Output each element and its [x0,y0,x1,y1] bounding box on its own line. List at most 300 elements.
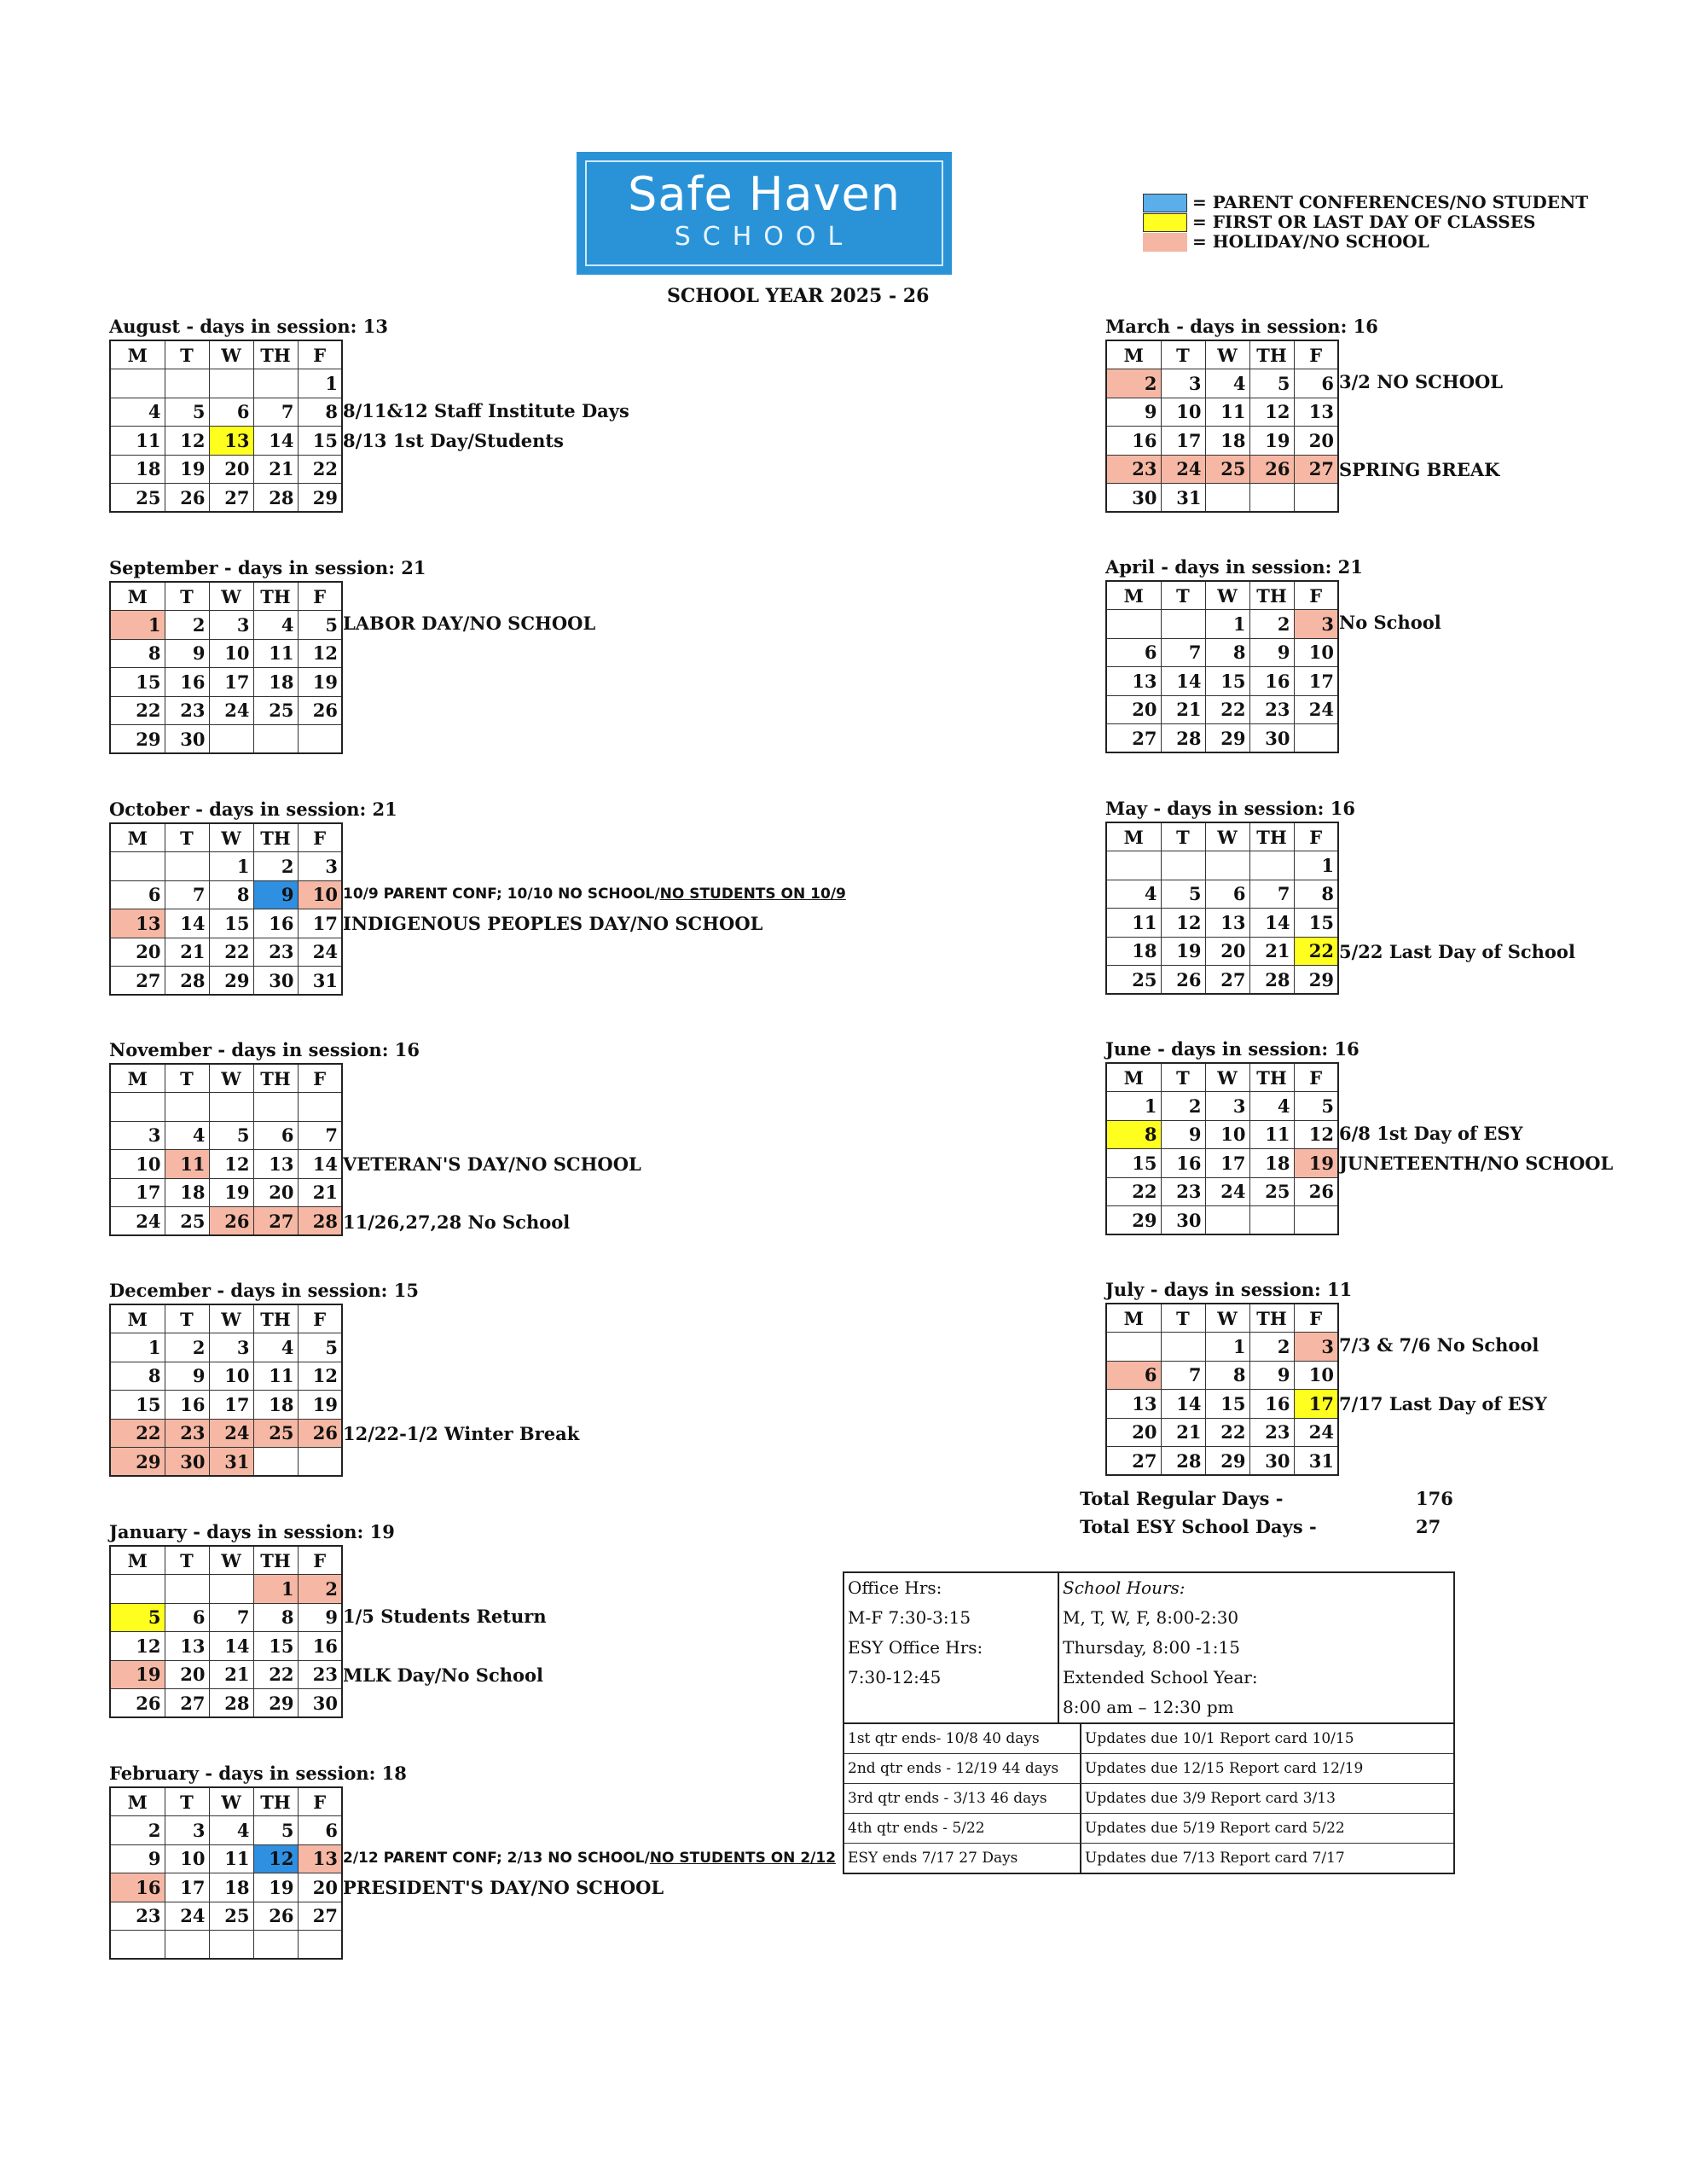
day-cell: 16 [110,1873,165,1902]
week-row [1106,966,1338,995]
week-row [110,1689,342,1718]
day-note-text: MLK Day/No School [343,1664,543,1686]
day-cell: 4 [1205,369,1249,398]
day-cell [253,1931,298,1960]
day-cell: 2 [165,1333,209,1362]
day-cell: 9 [1106,398,1161,427]
total-regular-value: 176 [1416,1488,1453,1509]
day-cell: 16 [165,1391,209,1420]
day-cell: 10 [209,639,253,668]
week-row [110,611,342,640]
day-cell [253,1093,298,1122]
week-row [110,1093,342,1122]
calendar-grid [109,822,343,996]
day-cell: 13 [165,1632,209,1661]
weekday-header: T [1161,822,1205,851]
day-cell: 12 [298,639,342,668]
day-cell: 4 [209,1816,253,1845]
day-note-text: SPRING BREAK [1339,458,1500,480]
week-row [110,1448,342,1477]
day-cell: 17 [165,1873,209,1902]
day-cell: 2 [165,611,209,640]
day-cell: 22 [298,455,342,484]
weekday-header: TH [253,340,298,369]
week-row [1106,484,1338,513]
week-row [110,1391,342,1420]
day-cell: 26 [1294,1177,1338,1206]
day-cell: 20 [1294,427,1338,456]
week-row [110,909,342,938]
day-cell: 17 [110,1178,165,1207]
day-cell: 29 [1205,1447,1249,1476]
week-row [110,1178,342,1207]
day-cell: 30 [1106,484,1161,513]
day-cell [209,1575,253,1604]
day-cell: 17 [1294,1390,1338,1419]
day-cell: 1 [253,1575,298,1604]
day-note [343,1420,579,1449]
day-cell: 12 [253,1844,298,1873]
day-cell: 3 [110,1121,165,1150]
day-cell: 18 [253,668,298,697]
day-cell: 17 [209,668,253,697]
day-cell: 16 [165,668,209,697]
week-row [1106,851,1338,880]
day-cell: 16 [1249,1390,1294,1419]
day-cell: 14 [253,427,298,456]
day-cell [253,725,298,754]
day-cell: 13 [1106,667,1161,696]
day-cell: 2 [1249,610,1294,639]
day-cell: 25 [253,1419,298,1448]
calendar-grid [109,340,343,513]
day-cell: 26 [110,1689,165,1718]
week-row [110,455,342,484]
day-cell: 2 [1106,369,1161,398]
day-cell: 2 [1161,1092,1205,1121]
week-row [110,1931,342,1960]
day-cell [165,1575,209,1604]
day-cell: 6 [298,1816,342,1845]
school-hours-line: Extended School Year: [1063,1667,1258,1687]
day-cell: 17 [209,1391,253,1420]
weekday-header: T [1161,1063,1205,1092]
day-cell [209,725,253,754]
day-cell: 25 [1205,455,1249,484]
day-cell: 26 [165,484,209,513]
day-cell: 16 [1161,1149,1205,1178]
day-cell: 28 [165,967,209,996]
day-cell: 15 [1205,667,1249,696]
week-row [110,369,342,398]
day-note-text: 3/2 NO SCHOOL [1339,371,1504,392]
school-hours [1059,1573,1453,1722]
day-cell: 24 [1294,1418,1338,1447]
day-note-text: VETERAN'S DAY/NO SCHOOL [343,1153,641,1175]
month-title: August - days in session: 13 [109,316,388,337]
day-cell: 22 [1294,937,1338,966]
weekday-header: T [165,1064,209,1093]
day-cell: 15 [1205,1390,1249,1419]
week-row [1106,398,1338,427]
day-cell: 26 [298,1419,342,1448]
day-cell [298,1931,342,1960]
day-cell: 12 [209,1150,253,1179]
day-note-underlined: NO STUDENTS ON 10/9 [659,886,846,903]
month-september [109,555,664,754]
quarter-updates: Updates due 3/9 Report card 3/13 [1085,1790,1336,1807]
school-hours-line: 8:00 am – 12:30 pm [1063,1697,1234,1717]
day-cell: 13 [209,427,253,456]
weekday-header: T [165,1546,209,1575]
day-note-text: 2/12 PARENT CONF; 2/13 NO SCHOOL/ [343,1850,650,1867]
day-cell: 25 [165,1207,209,1236]
quarter-row [844,1813,1453,1843]
day-note [1339,938,1575,967]
day-cell [1249,1206,1294,1235]
month-title: May - days in session: 16 [1105,798,1355,819]
weekday-header: M [1106,340,1161,369]
weekday-header: T [165,823,209,852]
day-cell: 19 [165,455,209,484]
day-cell: 26 [298,696,342,725]
day-cell: 2 [253,852,298,881]
day-cell: 27 [253,1207,298,1236]
day-cell: 11 [1106,909,1161,938]
day-cell: 9 [253,880,298,909]
weekday-header: F [1294,340,1338,369]
legend-label: = FIRST OR LAST DAY OF CLASSES [1192,212,1536,232]
weekday-header: F [298,1304,342,1333]
day-cell [165,1093,209,1122]
month-march [1105,314,1660,513]
weekday-header: M [110,1546,165,1575]
day-cell: 16 [298,1632,342,1661]
day-cell: 6 [1106,638,1161,667]
day-cell: 9 [298,1603,342,1632]
day-cell: 10 [1294,638,1338,667]
day-cell: 30 [165,725,209,754]
calendar-grid [109,1786,343,1960]
day-cell: 23 [165,696,209,725]
school-hours-line: Thursday, 8:00 -1:15 [1063,1637,1240,1658]
day-cell: 25 [209,1902,253,1931]
day-cell: 29 [1294,966,1338,995]
salmon-swatch-icon [1143,233,1187,252]
day-cell: 15 [110,668,165,697]
day-cell: 28 [209,1689,253,1718]
weekday-header: T [165,582,209,611]
day-cell: 23 [165,1419,209,1448]
weekday-header: T [165,1787,209,1816]
day-cell: 18 [209,1873,253,1902]
school-year-title: SCHOOL YEAR 2025 - 26 [667,285,930,307]
day-cell: 3 [1205,1092,1249,1121]
weekday-header: TH [253,582,298,611]
day-cell: 4 [110,398,165,427]
day-cell: 18 [1106,937,1161,966]
day-cell: 10 [1205,1120,1249,1149]
week-row [1106,1361,1338,1390]
day-cell: 2 [298,1575,342,1604]
calendar-grid [1105,580,1339,753]
weekday-header: M [110,582,165,611]
week-row [110,1150,342,1179]
day-cell [1294,1206,1338,1235]
month-title: July - days in session: 11 [1105,1279,1353,1300]
day-cell: 23 [1161,1177,1205,1206]
yellow-swatch-icon [1143,213,1187,232]
weekday-header: F [298,1787,342,1816]
day-cell: 27 [1205,966,1249,995]
weekday-header: M [110,340,165,369]
day-cell: 20 [1205,937,1249,966]
day-note [1339,1390,1547,1419]
day-cell: 27 [1106,724,1161,753]
day-cell: 24 [110,1207,165,1236]
day-cell: 5 [1249,369,1294,398]
weekday-header: W [209,1546,253,1575]
day-cell: 31 [1294,1447,1338,1476]
day-cell: 19 [110,1660,165,1689]
day-cell: 19 [1249,427,1294,456]
weekday-header: TH [1249,581,1294,610]
day-cell [1294,484,1338,513]
total-regular-label: Total Regular Days - [1080,1488,1284,1509]
day-cell [1106,851,1161,880]
day-cell: 9 [1249,1361,1294,1390]
day-cell: 3 [1161,369,1205,398]
day-cell: 12 [1249,398,1294,427]
day-cell: 4 [253,1333,298,1362]
day-cell: 21 [165,938,209,967]
day-cell: 29 [209,967,253,996]
day-cell: 8 [1106,1120,1161,1149]
calendar-grid [1105,1062,1339,1235]
day-cell: 7 [209,1603,253,1632]
quarter-updates: Updates due 12/15 Report card 12/19 [1085,1760,1364,1777]
day-cell [110,369,165,398]
day-cell: 26 [1249,455,1294,484]
month-june [1105,1037,1660,1235]
day-note-text: 5/22 Last Day of School [1339,940,1575,962]
weekday-header: T [1161,340,1205,369]
day-cell: 8 [209,880,253,909]
day-cell: 8 [1205,638,1249,667]
day-cell: 20 [1106,695,1161,724]
day-note [1339,1119,1523,1148]
total-regular-days [1080,1484,1455,1513]
legend-label: = PARENT CONFERENCES/NO STUDENT [1192,192,1589,212]
day-cell: 12 [110,1632,165,1661]
day-cell: 17 [1205,1149,1249,1178]
week-row [110,1660,342,1689]
office-hours-line: M-F 7:30-3:15 [848,1607,971,1628]
weekday-header: T [1161,581,1205,610]
day-cell [110,1931,165,1960]
day-note-text: PRESIDENT'S DAY/NO SCHOOL [343,1876,664,1898]
quarter-end: 3rd qtr ends - 3/13 46 days [844,1784,1081,1813]
day-note-text: 8/13 1st Day/Students [343,429,564,451]
day-cell: 5 [1294,1092,1338,1121]
day-cell: 24 [1205,1177,1249,1206]
week-row [1106,1177,1338,1206]
week-row [1106,724,1338,753]
day-cell: 6 [1294,369,1338,398]
day-cell: 1 [1106,1092,1161,1121]
quarter-row [844,1753,1453,1783]
month-title: November - days in session: 16 [109,1039,420,1060]
day-cell: 5 [110,1603,165,1632]
day-cell: 22 [110,696,165,725]
day-cell: 25 [253,696,298,725]
day-cell [165,369,209,398]
day-cell: 14 [209,1632,253,1661]
day-cell: 15 [1294,909,1338,938]
day-cell: 5 [209,1121,253,1150]
day-cell: 9 [1249,638,1294,667]
day-cell: 18 [253,1391,298,1420]
weekday-header: M [1106,581,1161,610]
month-title: April - days in session: 21 [1105,556,1363,578]
day-cell [1205,484,1249,513]
weekday-header: TH [253,1064,298,1093]
day-cell: 23 [253,938,298,967]
week-row [1106,369,1338,398]
week-row [110,1603,342,1632]
day-cell: 29 [110,1448,165,1477]
day-cell: 19 [1294,1149,1338,1178]
day-cell: 12 [1294,1120,1338,1149]
day-cell: 16 [1106,427,1161,456]
day-cell: 22 [253,1660,298,1689]
week-row [110,1816,342,1845]
day-cell: 13 [1205,909,1249,938]
office-hours [844,1573,1059,1722]
day-cell: 24 [1161,455,1205,484]
day-cell: 20 [1106,1418,1161,1447]
day-cell: 28 [1161,724,1205,753]
week-row [1106,880,1338,909]
office-hours-line: ESY Office Hrs: [848,1637,983,1658]
day-cell: 8 [110,1362,165,1391]
weekday-header: W [1205,1063,1249,1092]
day-note [343,1208,570,1237]
day-cell: 7 [1249,880,1294,909]
day-cell: 4 [253,611,298,640]
day-cell: 26 [253,1902,298,1931]
day-cell: 3 [1294,1333,1338,1362]
day-cell: 29 [110,725,165,754]
weekday-header: TH [1249,1304,1294,1333]
day-cell: 10 [1294,1361,1338,1390]
day-cell: 1 [110,1333,165,1362]
day-note [343,1150,641,1179]
day-cell: 7 [165,880,209,909]
day-cell: 19 [298,1391,342,1420]
day-cell: 6 [209,398,253,427]
weekday-header: W [1205,581,1249,610]
day-cell: 8 [253,1603,298,1632]
month-january [109,1519,664,1718]
day-cell: 11 [165,1150,209,1179]
day-cell: 16 [253,909,298,938]
week-row [110,1575,342,1604]
day-cell: 21 [209,1660,253,1689]
day-cell: 16 [1249,667,1294,696]
weekday-header: M [1106,1063,1161,1092]
week-row [110,1362,342,1391]
month-may [1105,796,1660,995]
month-february [109,1761,837,1960]
week-row [1106,1120,1338,1149]
weekday-header: F [298,582,342,611]
day-cell: 1 [1205,1333,1249,1362]
week-row [1106,1149,1338,1178]
weekday-header: W [1205,822,1249,851]
hours-info-box [843,1571,1455,1874]
week-row [110,1632,342,1661]
day-note [343,1844,836,1873]
legend-item-conferences [1143,193,1588,212]
day-cell [110,1093,165,1122]
weekday-header: W [209,1064,253,1093]
weekday-header: M [110,823,165,852]
day-cell: 23 [1249,1418,1294,1447]
day-cell: 29 [1106,1206,1161,1235]
day-cell: 24 [165,1902,209,1931]
day-cell: 11 [253,1362,298,1391]
week-row [110,880,342,909]
weekday-header: W [1205,340,1249,369]
week-row [1106,610,1338,639]
day-cell: 14 [298,1150,342,1179]
weekday-header: TH [1249,340,1294,369]
day-cell: 15 [110,1391,165,1420]
month-title: September - days in session: 21 [109,557,426,578]
day-cell [298,1093,342,1122]
day-note [1339,1149,1613,1178]
weekday-header: T [165,340,209,369]
day-note-text: JUNETEENTH/NO SCHOOL [1339,1152,1614,1174]
weekday-header: TH [253,1546,298,1575]
day-cell: 3 [209,1333,253,1362]
week-row [110,938,342,967]
day-cell: 10 [298,880,342,909]
day-cell: 28 [253,484,298,513]
day-cell: 24 [209,1419,253,1448]
weekday-header: TH [253,823,298,852]
day-note-text: No School [1339,612,1441,633]
month-october [109,797,846,996]
week-row [110,696,342,725]
week-row [110,398,342,427]
day-cell: 4 [165,1121,209,1150]
month-title: June - days in session: 16 [1105,1038,1359,1060]
week-row [110,639,342,668]
day-cell [209,369,253,398]
day-cell: 9 [165,639,209,668]
day-cell [1106,610,1161,639]
color-legend [1143,193,1588,252]
day-cell: 25 [1249,1177,1294,1206]
school-logo [577,152,952,275]
total-esy-days [1080,1513,1455,1541]
day-note [1339,368,1503,397]
weekday-header: W [209,1304,253,1333]
day-cell: 12 [165,427,209,456]
day-cell: 3 [209,611,253,640]
